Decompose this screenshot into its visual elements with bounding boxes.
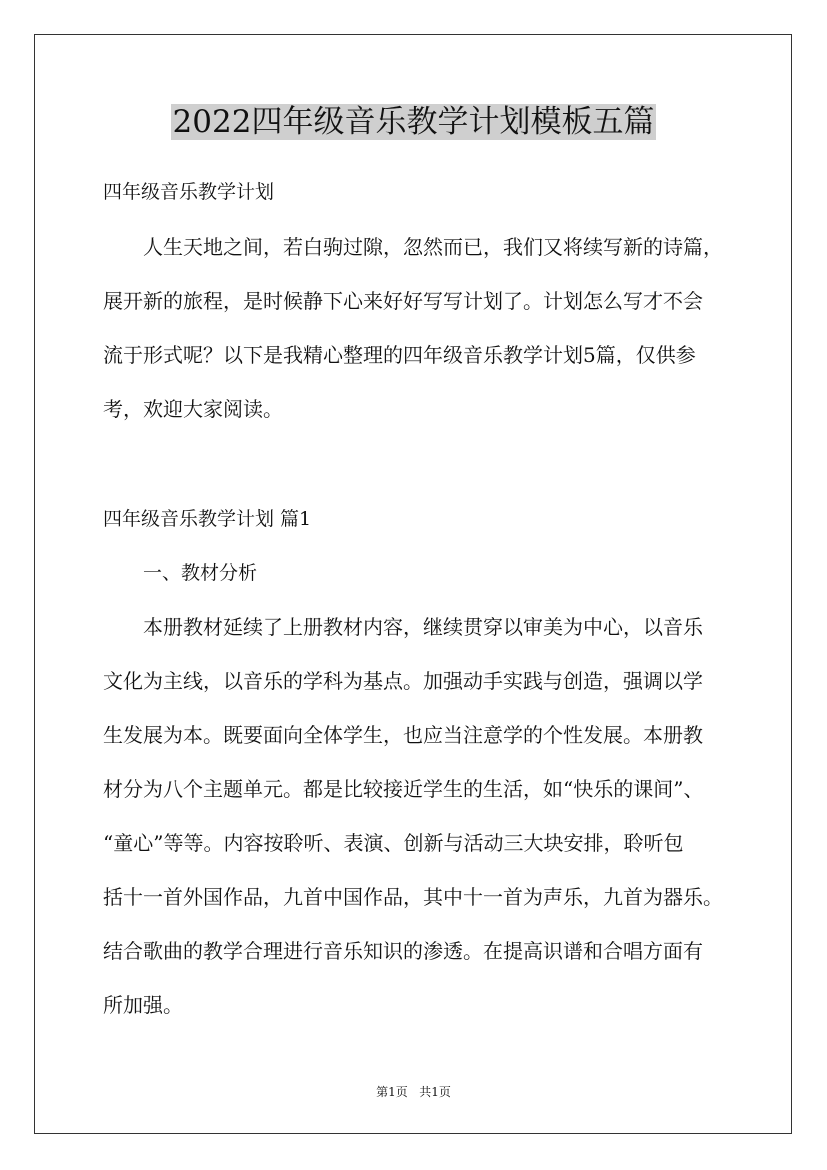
document-title bbox=[0, 100, 827, 144]
intro-line-3: 流于形式呢？以下是我精心整理的四年级音乐教学计划5篇，仅供参 bbox=[103, 343, 696, 367]
intro-line-1: 人生天地之间，若白驹过隙，忽然而已，我们又将续写新的诗篇， bbox=[143, 235, 723, 259]
section-1-line-1: 本册教材延续了上册教材内容，继续贯穿以审美为中心，以音乐 bbox=[143, 615, 703, 639]
section-1-heading: 四年级音乐教学计划 篇1 bbox=[103, 508, 312, 530]
page-number: 第1页 bbox=[376, 1085, 408, 1099]
intro-heading: 四年级音乐教学计划 bbox=[103, 181, 275, 203]
document-title-text: 2022四年级音乐教学计划模板五篇 bbox=[172, 104, 655, 140]
section-1-line-2: 文化为主线，以音乐的学科为基点。加强动手实践与创造，强调以学 bbox=[103, 669, 703, 693]
section-1-subheading: 一、教材分析 bbox=[143, 562, 258, 584]
section-1-line-8: 所加强。 bbox=[103, 993, 183, 1017]
intro-paragraph bbox=[103, 220, 743, 436]
section-1-line-3: 生发展为本。既要面向全体学生，也应当注意学的个性发展。本册教 bbox=[103, 723, 703, 747]
section-1-line-7: 结合歌曲的教学合理进行音乐知识的渗透。在提高识谱和合唱方面有 bbox=[103, 939, 703, 963]
section-1-line-4: 材分为八个主题单元。都是比较接近学生的生活，如“快乐的课间”、 bbox=[103, 777, 704, 801]
section-1-line-5: “童心”等等。内容按聆听、表演、创新与活动三大块安排，聆听包 bbox=[103, 831, 684, 855]
page-footer bbox=[0, 1083, 827, 1101]
section-1-line-6: 括十一首外国作品，九首中国作品，其中十一首为声乐，九首为器乐。 bbox=[103, 885, 723, 909]
intro-line-4: 考，欢迎大家阅读。 bbox=[103, 397, 283, 421]
page-total: 共1页 bbox=[419, 1085, 451, 1099]
intro-line-2: 展开新的旅程，是时候静下心来好好写写计划了。计划怎么写才不会 bbox=[103, 289, 703, 313]
section-1-paragraph bbox=[103, 600, 743, 1032]
